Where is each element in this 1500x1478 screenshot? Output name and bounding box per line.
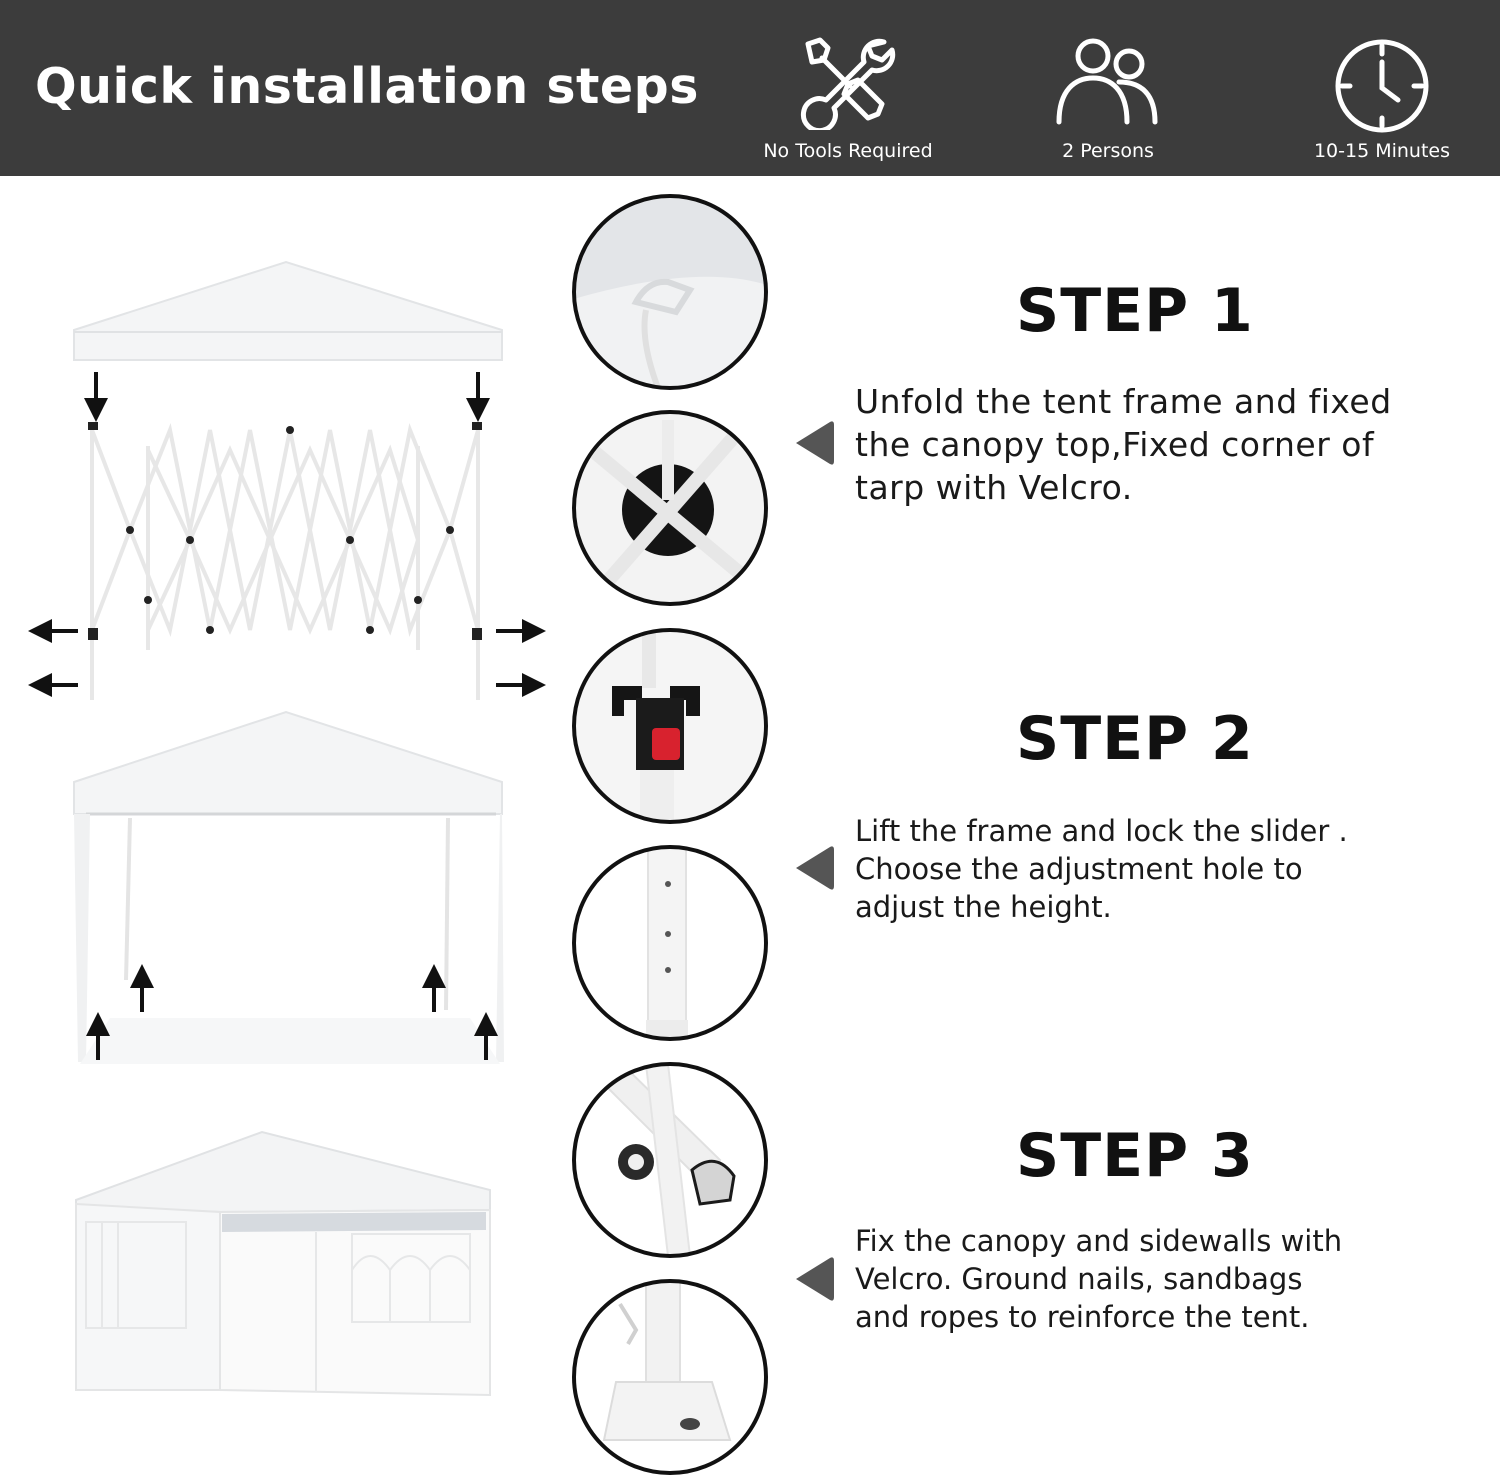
detail-circle-slider-lock	[570, 628, 770, 830]
step-2-title: STEP 2	[1016, 704, 1254, 774]
raised-tent	[74, 712, 504, 1064]
feature-two-persons	[1008, 34, 1208, 162]
tent-with-sidewalls	[76, 1132, 490, 1395]
step-3-title: STEP 3	[1016, 1121, 1254, 1191]
feature-label-no-tools: No Tools Required	[763, 140, 933, 162]
pointer-triangle-icon	[796, 1256, 834, 1302]
step-2-description: Lift the frame and lock the slider . Choose the adjustment hole to adjust the height.	[855, 814, 1348, 924]
header-bar	[0, 0, 1500, 176]
page-title: Quick installation steps	[35, 58, 699, 115]
side-arrows	[40, 631, 534, 685]
two-persons-icon	[1053, 34, 1163, 130]
feature-time	[1282, 34, 1482, 162]
detail-circle-velcro-strap	[570, 190, 770, 390]
feature-label-two-persons: 2 Persons	[1062, 140, 1154, 162]
folding-frame	[92, 426, 478, 700]
step-1-title: STEP 1	[1016, 276, 1254, 346]
pointer-triangle-icon	[796, 845, 834, 891]
feature-no-tools	[748, 34, 948, 162]
step-1-description: Unfold the tent frame and fixed the canopy top,Fixed corner of tarp with Velcro.	[855, 382, 1392, 507]
detail-circle-foot-plate	[570, 1279, 770, 1478]
installation-illustrations	[0, 176, 790, 1478]
step-3-description: Fix the canopy and sidewalls with Velcro. Ground nails, sandbags and ropes to reinforce the tent.	[855, 1224, 1343, 1334]
wrench-screwdriver-icon	[798, 34, 898, 130]
canopy-top	[74, 262, 502, 360]
clock-icon	[1332, 34, 1432, 134]
detail-circle-knob	[570, 1062, 770, 1262]
detail-circle-frame-hub	[570, 410, 770, 610]
detail-circle-height-holes	[570, 845, 770, 1045]
pointer-triangle-icon	[796, 420, 834, 466]
feature-label-time: 10-15 Minutes	[1313, 140, 1451, 162]
